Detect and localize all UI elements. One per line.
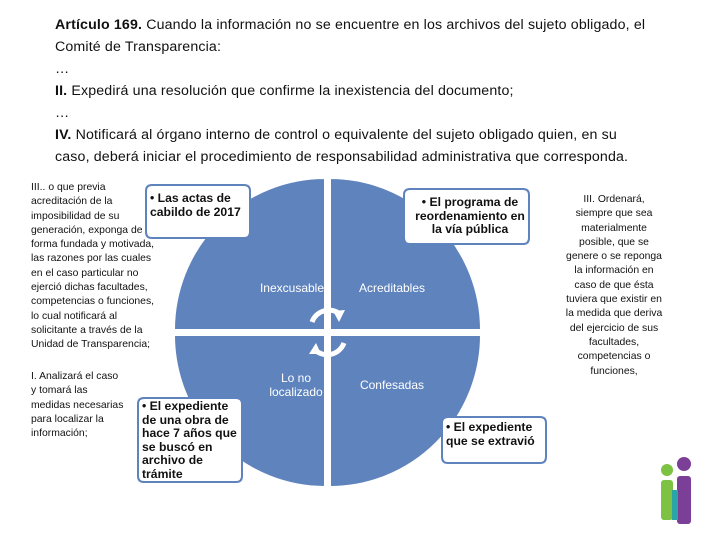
left-text-fraction-i: I. Analizará el caso y tomará las medidas necesarias para localizar la información;	[31, 371, 124, 440]
left-text-fraction-iii: III.. o que previa acreditación de la imposibilidad de su generación, exponga de forma fundada y motivada, las razones por las cuales en el caso particular no ejerció dichas facultades, competencias o funciones, lo cual notificará al solicitante a través de la Unidad de Transparencia;	[31, 182, 155, 351]
quadrant-label-no-localizado: Lo no localizado	[269, 371, 323, 399]
callout-top-left: • Las actas de cabildo de 2017	[150, 191, 241, 219]
article-title: Artículo 169.	[55, 17, 143, 33]
callout-bottom-right: • El expediente que se extravió	[446, 420, 535, 448]
right-text-fraction-iii: III. Ordenará, siempre que sea materialmente posible, que se genere o se reponga la información en caso de que ésta tuviera que existir en la medida que deriva del ejercicio de sus facultades, competencias o funciones,	[565, 194, 663, 377]
quadrant-bottom-right	[330, 335, 481, 487]
callout-top-right: • El programa de reordenamiento en la vía pública	[415, 195, 525, 237]
article-text: Artículo 169. Cuando la información no se encuentre en los archivos del sujeto obligado, el Comité de Transparencia: … II. Expedirá una resolución que confirme la inexistencia del documento; … IV. Notificará al órgano interno de control o equivalente del sujeto obligado quien, en su caso, deberá iniciar el procedimiento de responsabilidad administrativa que corresponda.	[55, 17, 646, 165]
quadrant-label-acreditables: Acreditables	[358, 281, 426, 295]
itei-logo-icon	[661, 457, 691, 524]
callout-bottom-left: • El expediente de una obra de hace 7 años que se buscó en archivo de trámite	[142, 399, 237, 481]
quadrant-label-inexcusables: Inexcusables	[259, 281, 331, 295]
quadrant-label-confesadas: Confesadas	[359, 378, 425, 392]
circular-arrows-icon	[309, 310, 345, 355]
